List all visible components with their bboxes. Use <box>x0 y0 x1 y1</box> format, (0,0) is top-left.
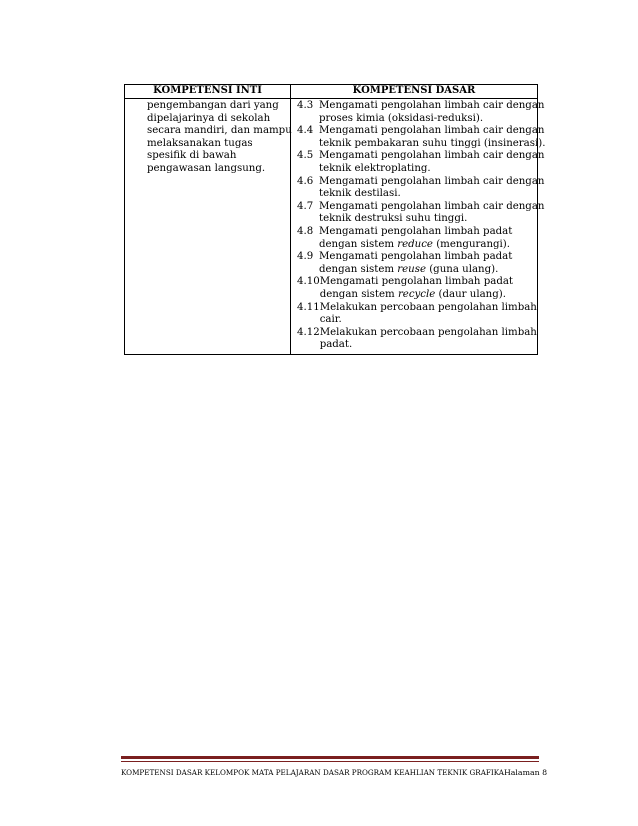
page-footer <box>121 768 548 777</box>
kd-text-line: teknik elektroplating. <box>319 162 431 174</box>
footer-divider-thick <box>121 756 539 759</box>
kd-number: 4.10 <box>297 276 320 288</box>
kd-text-line: dengan sistem recycle (daur ulang). <box>319 288 506 300</box>
kd-item <box>297 100 545 125</box>
kd-text-line: teknik pembakaran suhu tinggi (insinerasi). <box>319 137 546 149</box>
ki-text-line: pengembangan dari yang <box>147 100 279 111</box>
kd-item <box>297 226 533 251</box>
kd-number: 4.5 <box>297 150 314 162</box>
footer-title: KOMPETENSI DASAR KELOMPOK MATA PELAJARAN DASAR PROGRAM KEAHLIAN TEKNIK GRAFIKA <box>121 768 504 777</box>
page-number: Halaman 8 <box>503 768 548 777</box>
kd-item <box>297 301 537 327</box>
ki-text-line: dipelajarinya di sekolah <box>147 112 271 124</box>
ki-text-line: pengawasan langsung. <box>147 162 266 174</box>
kompetensi-dasar-cell <box>291 99 546 355</box>
kd-text-line: teknik destruksi suhu tinggi. <box>319 213 468 225</box>
kd-number: 4.6 <box>297 175 314 187</box>
kd-item <box>297 150 545 175</box>
kd-text-line: Melakukan percobaan pengolahan limbah <box>319 326 537 338</box>
kd-number: 4.4 <box>297 125 314 137</box>
kd-item <box>297 251 533 276</box>
header-kompetensi-dasar: KOMPETENSI DASAR <box>291 85 538 99</box>
kd-text-line: Mengamati pengolahan limbah padat <box>319 225 513 237</box>
kd-text-line: Mengamati pengolahan limbah cair dengan <box>319 175 545 187</box>
kd-number: 4.9 <box>297 251 314 263</box>
header-kompetensi-inti: KOMPETENSI INTI <box>125 85 291 99</box>
table-row <box>125 99 538 355</box>
table-header-row <box>125 85 538 99</box>
kd-text-line: proses kimia (oksidasi-reduksi). <box>319 112 484 124</box>
kd-number: 4.11 <box>297 301 320 313</box>
kd-text-line: teknik destilasi. <box>319 188 401 200</box>
kd-text-line: Melakukan percobaan pengolahan limbah <box>319 301 537 313</box>
ki-text-line: spesifik di bawah <box>147 150 237 162</box>
kd-number: 4.7 <box>297 200 314 212</box>
ki-text-line: secara mandiri, dan mampu <box>147 125 292 137</box>
kd-text-line: Mengamati pengolahan limbah padat <box>319 251 513 263</box>
kd-item <box>297 276 533 301</box>
kd-item <box>297 125 546 150</box>
kd-number: 4.3 <box>297 100 314 111</box>
ki-text-line: melaksanakan tugas <box>147 137 253 149</box>
kd-item <box>297 175 545 201</box>
kd-text-line: Mengamati pengolahan limbah cair dengan <box>319 150 545 162</box>
kd-text-line: Mengamati pengolahan limbah cair dengan <box>319 100 545 111</box>
kd-text-line: Mengamati pengolahan limbah cair dengan <box>319 200 545 212</box>
kd-text-line: Mengamati pengolahan limbah cair dengan <box>319 125 545 137</box>
kd-item <box>297 200 545 226</box>
kd-number: 4.12 <box>297 326 320 338</box>
competency-table <box>124 84 546 355</box>
kompetensi-inti-cell <box>125 99 291 355</box>
kd-text-line: dengan sistem reduce (mengurangi). <box>319 238 511 250</box>
kd-item <box>297 326 537 352</box>
kd-text-line: padat. <box>319 339 353 351</box>
kd-text-line: dengan sistem reuse (guna ulang). <box>319 263 499 275</box>
kd-text-line: Mengamati pengolahan limbah padat <box>319 276 514 288</box>
kd-number: 4.8 <box>297 225 314 237</box>
footer-divider-thin <box>121 761 539 762</box>
kd-text-line: cair. <box>319 314 342 326</box>
